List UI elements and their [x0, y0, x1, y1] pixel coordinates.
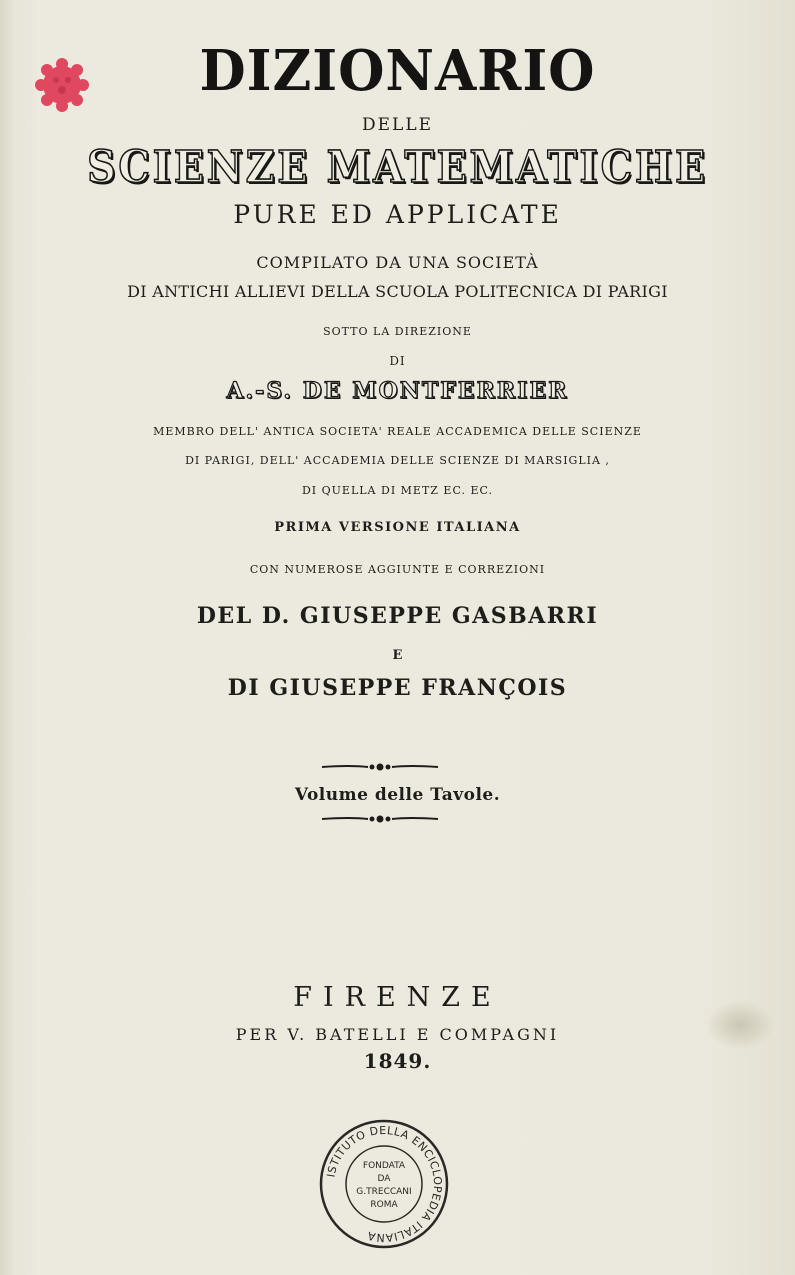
- imprint-year: 1849.: [363, 1049, 432, 1073]
- author-name: A.-S. DE MONTFERRIER: [226, 378, 569, 404]
- paper-stain: [705, 1000, 775, 1050]
- membership-line-3: DI QUELLA DI METZ EC. EC.: [301, 484, 494, 497]
- edition-label: PRIMA VERSIONE ITALIANA: [274, 520, 521, 535]
- direction-di: DI: [389, 354, 406, 368]
- title-main: DIZIONARIO: [199, 38, 596, 104]
- compilation-line-2: DI ANTICHI ALLIEVI DELLA SCUOLA POLITECNICA DI PARIGI: [127, 282, 668, 301]
- imprint-publisher: PER V. BATELLI E COMPAGNI: [235, 1025, 560, 1044]
- svg-text:ISTITUTO DELLA ENCICLOPEDIA IT: [324, 1124, 444, 1244]
- volume-title: Volume delle Tavole.: [294, 785, 501, 805]
- seal-inner-line-3: G.TRECCANI: [356, 1187, 412, 1197]
- library-seal-stamp: [318, 1118, 450, 1250]
- editor-gasbarri: DEL D. GIUSEPPE GASBARRI: [196, 603, 599, 629]
- title-scienze: SCIENZE MATEMATICHE: [87, 142, 708, 193]
- seal-inner-line-1: FONDATA: [362, 1161, 406, 1171]
- editor-francois: DI GIUSEPPE FRANÇOIS: [227, 675, 568, 701]
- seal-inner-line-4: ROMA: [370, 1200, 398, 1210]
- edition-additions: CON NUMEROSE AGGIUNTE E CORREZIONI: [249, 563, 546, 576]
- ornament-rule-bottom: [320, 812, 440, 826]
- title-connector: DELLE: [361, 115, 434, 135]
- membership-line-1: MEMBRO DELL' ANTICA SOCIETA' REALE ACCADEMICA DELLE SCIENZE: [153, 425, 642, 438]
- ornament-rule-top: [320, 760, 440, 774]
- direction-label: SOTTO LA DIREZIONE: [323, 325, 472, 338]
- seal-inner-line-2: DA: [377, 1174, 391, 1184]
- editor-conjunction: E: [392, 648, 403, 663]
- compilation-line-1: COMPILATO DA UNA SOCIETÀ: [256, 253, 539, 272]
- membership-line-2: DI PARIGI, DELL' ACCADEMIA DELLE SCIENZE DI MARSIGLIA ,: [185, 454, 610, 467]
- title-subtitle: PURE ED APPLICATE: [233, 200, 562, 229]
- imprint-city: FIRENZE: [293, 982, 502, 1013]
- seal-outer-text: ISTITUTO DELLA ENCICLOPEDIA ITALIANA: [324, 1123, 445, 1245]
